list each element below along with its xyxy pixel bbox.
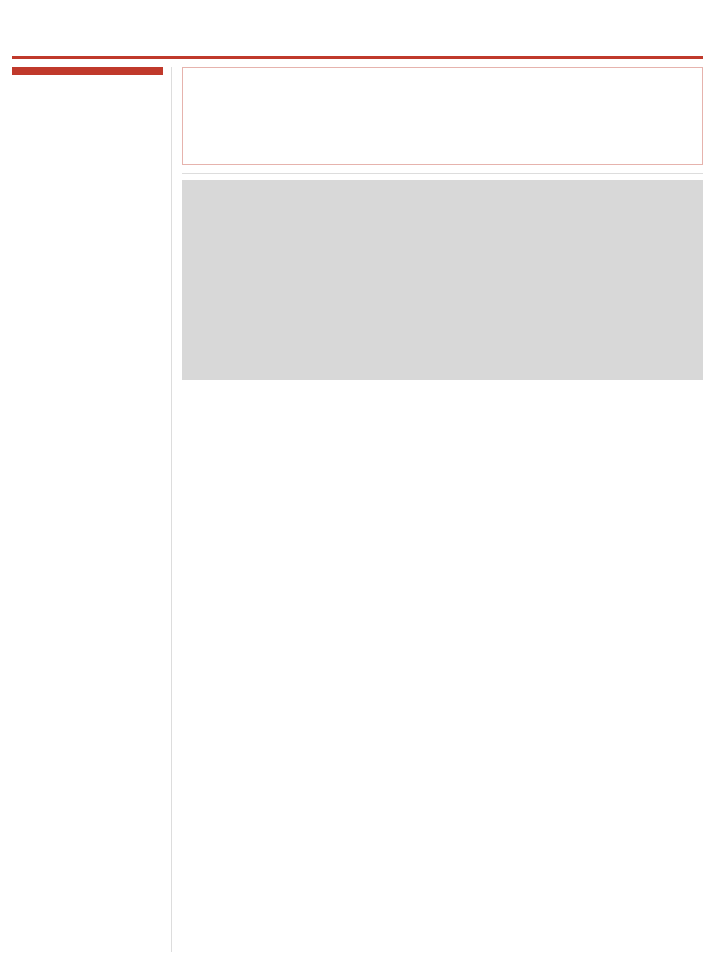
photo-block (182, 173, 703, 384)
sidebar (12, 67, 172, 952)
news-photo (182, 180, 703, 380)
page-body (12, 67, 703, 952)
sidebar-title (12, 67, 163, 75)
main-column (182, 67, 703, 952)
masthead (12, 10, 703, 59)
lead-story (182, 67, 703, 165)
